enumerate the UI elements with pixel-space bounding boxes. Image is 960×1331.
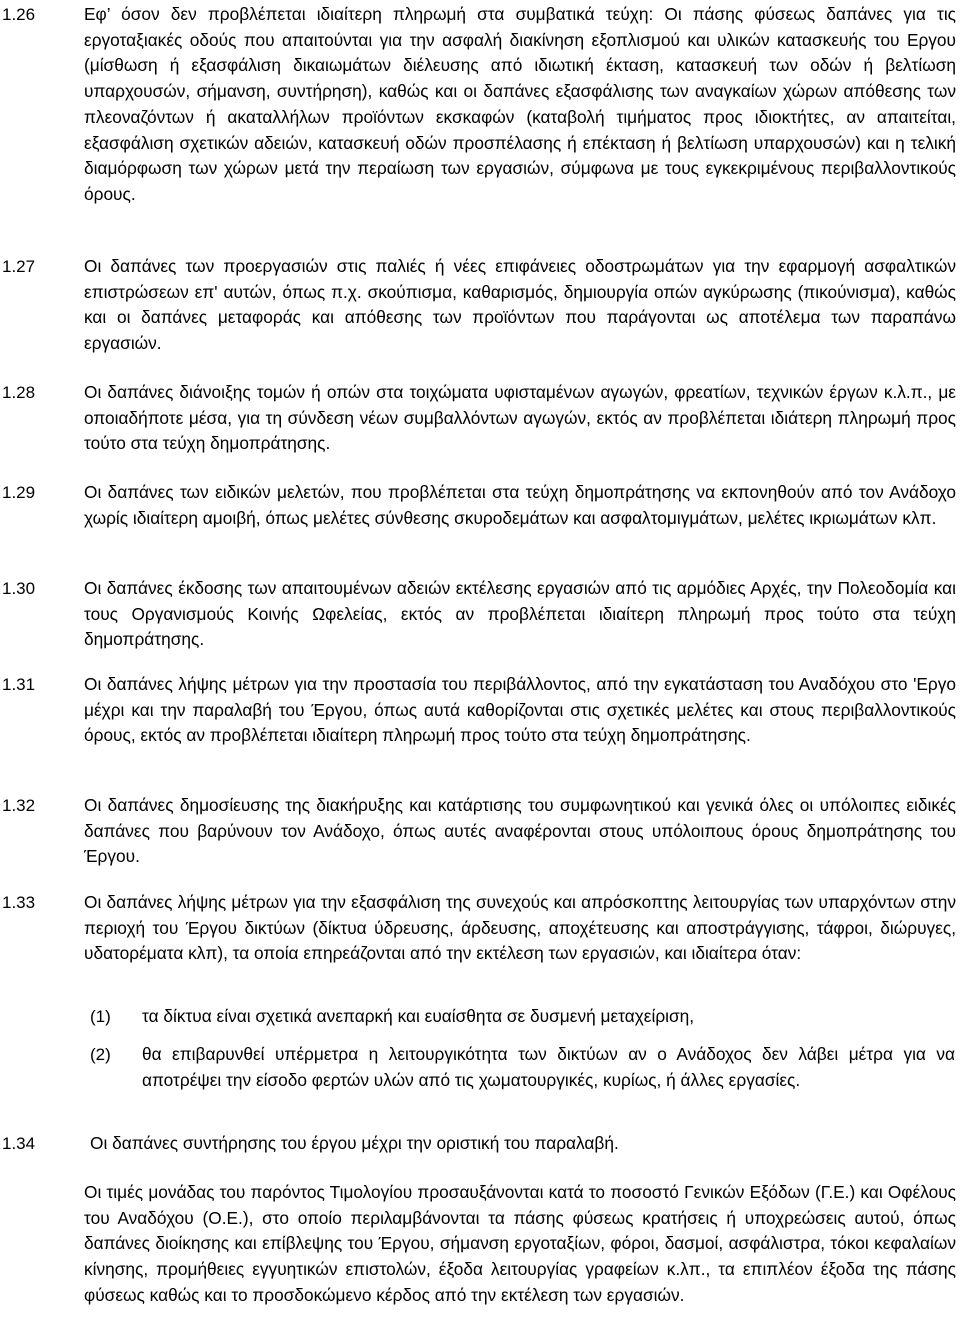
- clause-number: 1.31: [2, 675, 36, 694]
- clause-text: Οι δαπάνες λήψης μέτρων για την προστασία του περιβάλλοντος, από την εγκατάσταση του Αναδόχου στο 'Εργο μέχρι και την παραλαβή του Έργου, όπως αυτά καθορίζονται στις σχετικές μελέτες και στους περιβαλλοντικούς όρους, εκτός αν προβλέπεται ιδιαίτερη πληρωμή προς τούτο στα τεύχη δημοπράτησης.: [84, 674, 956, 746]
- subitem-number: (1): [90, 1007, 111, 1026]
- clause-text: Οι δαπάνες συντήρησης του έργου μέχρι την οριστική του παραλαβή.: [90, 1133, 619, 1153]
- clause-number: 1.34: [2, 1134, 36, 1153]
- clause-number: 1.32: [2, 796, 36, 815]
- clause-text: Εφ’ όσον δεν προβλέπεται ιδιαίτερη πληρωμή στα συμβατικά τεύχη: Οι πάσης φύσεως δαπάνες για τις εργοταξιακές οδούς που απαιτούνται για την ασφαλή διακίνηση εξοπλισμού και υλικών κατασκευής του Εργου (μίσθωση ή εξασφάλιση δικαιωμάτων διέλευσης από ιδιωτική έκταση, κατασκευή των οδών ή βελτίωση υπαρχουσών, σήμανση, συντήρηση), καθώς και οι δαπάνες εξασφάλισης των αναγκαίων χώρων απόθεσης των πλεοναζόντων ή ακαταλλήλων προϊόντων εκσκαφών (καταβολή τιμήματος προς ιδιοκτήτες, αν απαιτείται, εξασφάλιση σχετικών αδειών, κατασκευή οδών προσπέλασης ή επέκταση ή βελτίωση υπαρχουσών) και η τελική διαμόρφωση των χώρων μετά την περαίωση των εργασιών, σύμφωνα με τους εγκεκριμένους περιβαλλοντικούς όρους.: [84, 4, 956, 204]
- clause-number: 1.29: [2, 483, 36, 502]
- clause-text: Οι δαπάνες δημοσίευσης της διακήρυξης και κατάρτισης του συμφωνητικού και γενικά όλες οι υπόλοιπες ειδικές δαπάνες που βαρύνουν τον Ανάδοχο, όπως αυτές αναφέρονται στους υπόλοιπους όρους δημοπράτησης του Έργου.: [84, 795, 956, 867]
- clause-text: Οι δαπάνες των προεργασιών στις παλιές ή νέες επιφάνειες οδοστρωμάτων για την εφαρμογή ασφαλτικών επιστρώσεων επ' αυτών, όπως π.χ. σκούπισμα, καθαρισμός, δημιουργία οπών αγκύρωσης (πικούνισμα), καθώς και οι δαπάνες μεταφοράς και απόθεσης των προϊόντων που παράγονται ως αποτέλεμα των παραπάνω εργασιών.: [84, 256, 956, 354]
- clause-text: Οι δαπάνες των ειδικών μελετών, που προβλέπεται στα τεύχη δημοπράτησης να εκπονηθούν από τον Ανάδοχο χωρίς ιδιαίτερη αμοιβή, όπως μελέτες σύνθεσης σκυροδεμάτων και ασφαλτομιγμάτων, μελέτες ικριωμάτων κλπ.: [84, 482, 956, 528]
- subitem-text: θα επιβαρυνθεί υπέρμετρα η λειτουργικότητα των δικτύων αν ο Ανάδοχος δεν λάβει μέτρα για να αποτρέψει την είσοδο φερτών υλών από τις χωματουργικές, κυρίως, ή άλλες εργασίες.: [142, 1044, 955, 1090]
- clause-number: 1.27: [2, 257, 36, 276]
- subitem-text: τα δίκτυα είναι σχετικά ανεπαρκή και ευαίσθητα σε δυσμενή μεταχείριση,: [142, 1006, 695, 1026]
- clause-number: 1.28: [2, 383, 36, 402]
- clause-text: Οι δαπάνες λήψης μέτρων για την εξασφάλιση της συνεχούς και απρόσκοπτης λειτουργίας των υπαρχόντων στην περιοχή του Έργου δικτύων (δίκτυα ύδρευσης, άρδευσης, αποχέτευσης και αποστράγγισης, τάφροι, διώρυγες, υδατορέματα κλπ), τα οποία επηρεάζονται από την εκτέλεση των εργασιών, και ιδιαίτερα όταν:: [84, 892, 956, 964]
- subitem-number: (2): [90, 1045, 111, 1064]
- clause-text: Οι δαπάνες έκδοσης των απαιτουμένων αδειών εκτέλεσης εργασιών από τις αρμόδιες Αρχές, την Πολεοδομία και τους Οργανισμούς Κοινής Ωφελείας, εκτός αν προβλέπεται ιδιαίτερη πληρωμή προς τούτο στα τεύχη δημοπράτησης.: [84, 578, 956, 650]
- clause-number: 1.33: [2, 893, 36, 912]
- clause-text: Οι δαπάνες διάνοιξης τομών ή οπών στα τοιχώματα υφισταμένων αγωγών, φρεατίων, τεχνικών έργων κ.λ.π., με οποιαδήποτε μέσα, για τη σύνδεση νέων συμβαλλόντων αγωγών, εκτός αν προβλέπεται ιδιάτερη πληρωμή προς τούτο στα τεύχη δημοπράτησης.: [84, 382, 956, 454]
- clause-number: 1.30: [2, 579, 36, 598]
- clause-number: 1.26: [2, 5, 36, 24]
- closing-paragraph: Οι τιμές μονάδας του παρόντος Τιμολογίου προσαυξάνονται κατά το ποσοστό Γενικών Εξόδων (Γ.Ε.) και Οφέλους του Αναδόχου (Ο.Ε.), στο οποίο περιλαμβάνονται τα πάσης φύσεως κρατήσεις ή υποχρεώσεις αυτού, όπως δαπάνες διοίκησης και επίβλεψης του Έργου, σήμανση εργοταξίων, φόροι, δασμοί, ασφάλιστρα, τόκοι κεφαλαίων κίνησης, προμήθειες εγγυητικών επιστολών, έξοδα λειτουργίας γραφείων κ.λπ., τα επιπλέον έξοδα της πάσης φύσεως καθώς και το προσδοκώμενο κέρδος από την εκτέλεση των εργασιών.: [84, 1182, 956, 1305]
